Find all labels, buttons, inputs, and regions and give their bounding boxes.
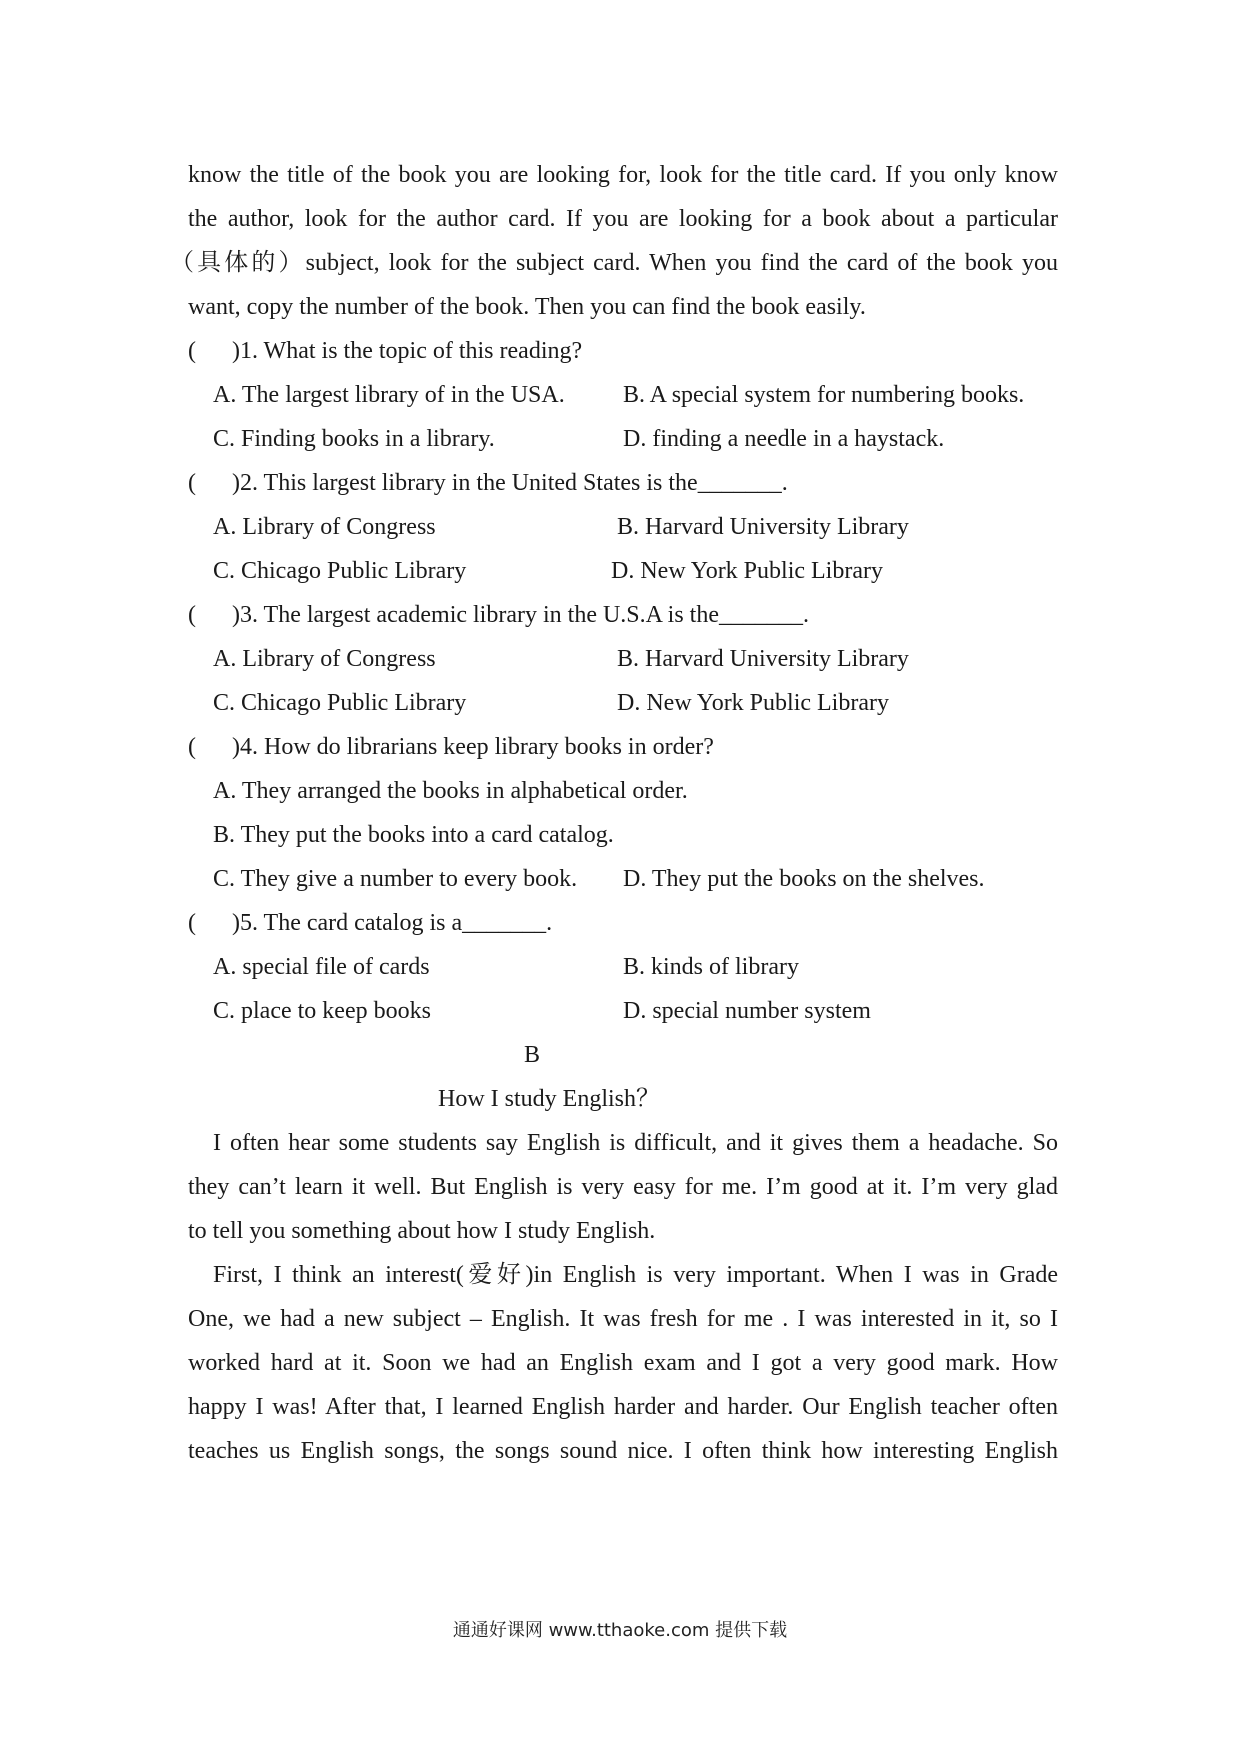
passage-a-line: know the title of the book you are looking for, look for the title card. If you only know (188, 162, 1058, 188)
option-c: C. Chicago Public Library (213, 690, 467, 716)
option-b: B. Harvard University Library (617, 514, 909, 540)
section-title: How I study English？ (438, 1086, 660, 1112)
option-a: A. They arranged the books in alphabetical order. (213, 778, 688, 804)
passage-b-line: First, I think an interest(爱好)in English is very important. When I was in Grade (213, 1262, 1058, 1288)
answer-blank[interactable]: ( (188, 734, 196, 760)
question-3 (188, 600, 809, 630)
answer-blank[interactable]: ( (188, 338, 196, 364)
answer-blank[interactable]: ( (188, 602, 196, 628)
option-b: B. They put the books into a card catalog. (213, 822, 614, 848)
question-text: )3. The largest academic library in the U.S.A is the_______. (232, 602, 809, 628)
section-letter: B (524, 1042, 541, 1068)
passage-b-line: happy I was! After that, I learned English harder and harder. Our English teacher often (188, 1394, 1058, 1420)
option-d: D. New York Public Library (611, 558, 883, 584)
option-d: D. finding a needle in a haystack. (623, 426, 945, 452)
option-d: D. They put the books on the shelves. (623, 866, 985, 892)
passage-b-line: I often hear some students say English is difficult, and it gives them a headache. So (213, 1130, 1058, 1156)
passage-b-line: One, we had a new subject – English. It was fresh for me . I was interested in it, so I (188, 1306, 1058, 1332)
passage-a-line: the author, look for the author card. If you are looking for a book about a particular (188, 206, 1058, 232)
option-d: D. special number system (623, 998, 871, 1024)
option-c: C. They give a number to every book. (213, 866, 578, 892)
passage-b-line: they can’t learn it well. But English is very easy for me. I’m good at it. I’m very glad (188, 1174, 1058, 1200)
option-b: B. kinds of library (623, 954, 799, 980)
passage-a-line: want, copy the number of the book. Then you can find the book easily. (188, 294, 866, 320)
option-c: C. Finding books in a library. (213, 426, 495, 452)
question-text: )2. This largest library in the United States is the_______. (232, 470, 788, 496)
option-c: C. Chicago Public Library (213, 558, 467, 584)
answer-blank[interactable]: ( (188, 470, 196, 496)
question-text: )5. The card catalog is a_______. (232, 910, 553, 936)
option-a: A. Library of Congress (213, 514, 436, 540)
passage-b-line: teaches us English songs, the songs sound nice. I often think how interesting English (188, 1438, 1058, 1464)
passage-a-line: （具体的）subject, look for the subject card. When you find the card of the book you (170, 250, 1058, 276)
passage-b-line: to tell you something about how I study English. (188, 1218, 656, 1244)
option-b: B. A special system for numbering books. (623, 382, 1025, 408)
question-4 (188, 732, 714, 762)
question-5 (188, 908, 552, 938)
option-a: A. Library of Congress (213, 646, 436, 672)
option-a: A. special file of cards (213, 954, 430, 980)
option-c: C. place to keep books (213, 998, 431, 1024)
question-2 (188, 468, 788, 498)
option-a: A. The largest library of in the USA. (213, 382, 565, 408)
passage-b-line: worked hard at it. Soon we had an English exam and I got a very good mark. How (188, 1350, 1058, 1376)
footer-watermark: 通通好课网 www.tthaoke.com 提供下载 (452, 1620, 788, 1641)
question-text: )4. How do librarians keep library books in order? (232, 734, 714, 760)
option-d: D. New York Public Library (617, 690, 889, 716)
question-text: )1. What is the topic of this reading? (232, 338, 583, 364)
option-b: B. Harvard University Library (617, 646, 909, 672)
question-1 (188, 336, 582, 366)
answer-blank[interactable]: ( (188, 910, 196, 936)
